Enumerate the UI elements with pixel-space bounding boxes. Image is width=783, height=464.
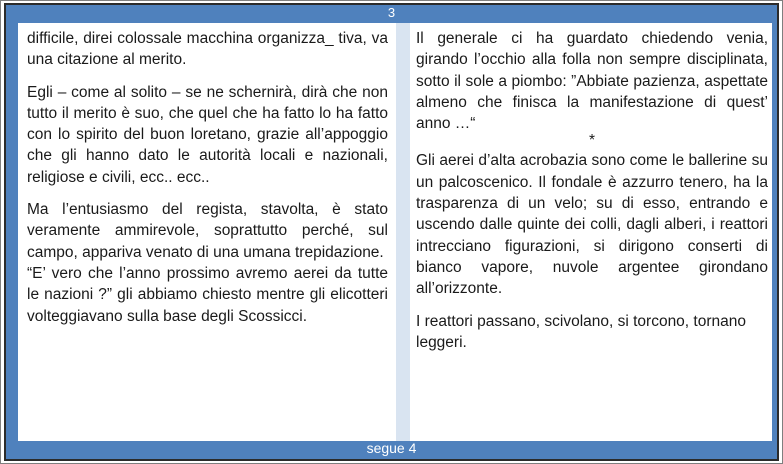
footer-continuation: segue 4 bbox=[366, 440, 417, 456]
column-gutter bbox=[396, 23, 410, 441]
left-text-column bbox=[18, 23, 396, 441]
section-separator: * bbox=[588, 132, 596, 150]
page-number: 3 bbox=[387, 5, 396, 20]
page-panel bbox=[4, 3, 779, 461]
left-paragraph-2: Egli – come al solito – se ne schernirà, dirà che non tutto il merito è suo, che quel che ha fatto lo ha fatto con lo spirito del buon loretano, grazie all’appoggio che gli hanno dato le autorità locali e nazionali, religiose e civili, ecc.. ecc.. bbox=[27, 83, 388, 186]
left-paragraph-3: Ma l’entusiasmo del regista, stavolta, è stato veramente ammirevole, soprattutto perché, sul campo, appariva venato di una umana trepidazione. bbox=[27, 201, 388, 261]
right-text-column bbox=[410, 23, 772, 441]
right-paragraph-2: Gli aerei d’alta acrobazia sono come le ballerine su un palcoscenico. Il fondale è azzurro tenero, ha la trasparenza di un velo; su di esso, entrando e uscendo dalle quinte dei colli, dagli alberi, i reattori intrecciano figurazioni, si dirigono conserti di bianco vapore, nuvole argentee girondano all’orizzonte. bbox=[416, 152, 768, 298]
left-paragraph-1: difficile, direi colossale macchina organizza_ tiva, va una citazione al merito. bbox=[27, 30, 388, 69]
right-paragraph-1: Il generale ci ha guardato chiedendo venia, girando l’occhio alla folla non sempre disciplinata, sotto il sole a piombo: ”Abbiate pazienza, aspettate almeno che finisca la manifestazione di quest’ anno …“ bbox=[416, 30, 768, 133]
right-paragraph-3: I reattori passano, scivolano, si torcono, tornano leggeri. bbox=[416, 312, 746, 351]
left-paragraph-4: “E’ vero che l’anno prossimo avremo aerei da tutte le nazioni ?” gli abbiamo chiesto mentre gli elicotteri volteggiavano sulla base degli Scossicci. bbox=[27, 264, 388, 325]
